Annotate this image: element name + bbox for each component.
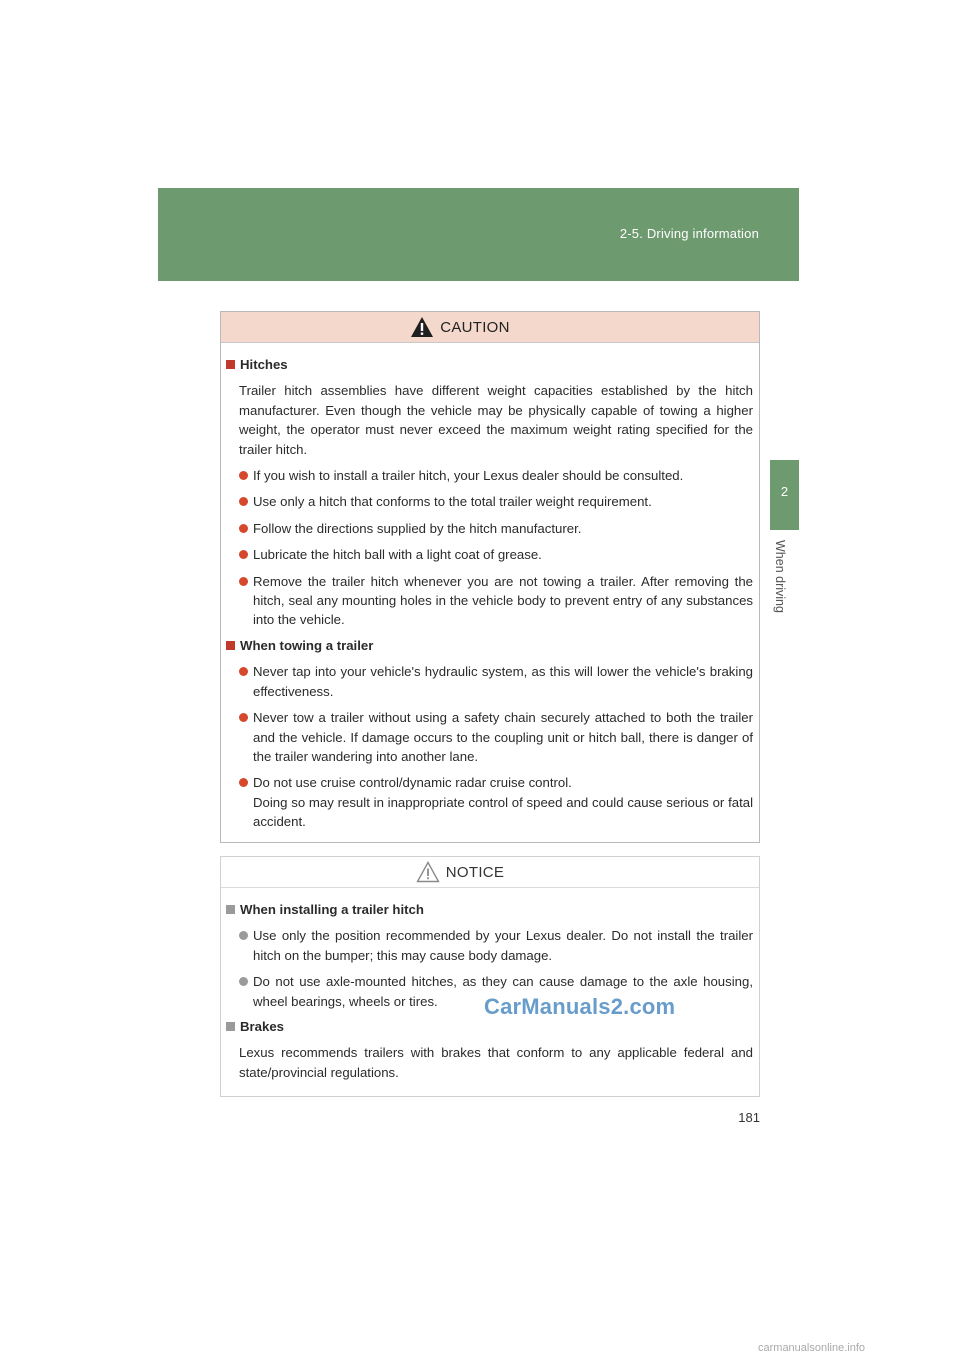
list-item (239, 572, 753, 630)
list-item-text (253, 773, 753, 831)
round-bullet-icon (239, 471, 248, 480)
chapter-tab (770, 460, 799, 530)
heading-text: Hitches (240, 357, 288, 372)
list-item-text: Never tow a trailer without using a safety chain securely attached to both the trailer and the vehicle. If damage occurs to the coupling unit or hitch ball, there is danger of the trailer wandering into another lane. (253, 710, 753, 764)
list-item (239, 545, 753, 564)
round-bullet-icon (239, 524, 248, 533)
chapter-label-text: When driving (773, 540, 787, 613)
list-item (239, 519, 753, 538)
round-bullet-icon (239, 977, 248, 986)
caution-title: CAUTION (440, 318, 510, 336)
page-number: 181 (738, 1110, 760, 1125)
caution-box (220, 311, 760, 843)
square-bullet-icon (226, 641, 235, 650)
list-item (239, 492, 753, 511)
square-bullet-icon (226, 905, 235, 914)
notice-title: NOTICE (445, 863, 505, 881)
chapter-label (773, 540, 795, 660)
notice-body (221, 888, 759, 1082)
round-bullet-icon (239, 497, 248, 506)
round-bullet-icon (239, 931, 248, 940)
paragraph: Trailer hitch assemblies have different weight capacities established by the hitch manufacturer. Even though the vehicle may be physically capable of towing a higher weight, the operator must never exceed the maximum weight rating specified for the trailer hitch. (239, 383, 753, 457)
watermark: CarManuals2.com (484, 994, 676, 1019)
list-item-text: Remove the trailer hitch whenever you are not towing a trailer. After removing the hitch, seal any mounting holes in the vehicle body to prevent entry of any substances into the vehicle. (253, 573, 753, 628)
round-bullet-icon (239, 550, 248, 559)
section-title: 2-5. Driving information (619, 226, 759, 241)
section-heading (226, 636, 753, 655)
notice-header (221, 857, 759, 888)
list-item-text: Do not use axle-mounted hitches, as they can cause damage to the axle housing, wheel bearings, wheels or tires. (253, 974, 753, 1009)
heading-text: Brakes (240, 1019, 284, 1035)
list-item (239, 708, 753, 766)
round-bullet-icon (239, 713, 248, 722)
section-heading (226, 355, 753, 374)
list-item-line: Doing so may result in inappropriate control of speed and could cause serious or fatal accident. (253, 794, 753, 830)
heading-text: When towing a trailer (240, 637, 374, 653)
round-bullet-icon (239, 778, 248, 787)
caution-body (221, 343, 759, 832)
list-item-text: Never tap into your vehicle's hydraulic system, as this will lower the vehicle's braking effectiveness. (253, 664, 753, 699)
list-item-line: Do not use cruise control/dynamic radar cruise control. (253, 775, 572, 791)
list-item-text: Follow the directions supplied by the hitch manufacturer. (253, 520, 582, 536)
square-bullet-icon (226, 360, 235, 369)
round-bullet-icon (239, 577, 248, 586)
notice-box (220, 856, 760, 1097)
list-item-text: Use only the position recommended by your Lexus dealer. Do not install the trailer hitch on the bumper; this may cause body damage. (253, 928, 753, 963)
list-item (239, 773, 753, 831)
warning-triangle-icon (410, 316, 434, 338)
heading-text: When installing a trailer hitch (240, 902, 424, 917)
list-item-text: Lubricate the hitch ball with a light coat of grease. (253, 547, 542, 563)
list-item (239, 926, 753, 965)
square-bullet-icon (226, 1022, 235, 1031)
footer-watermark: carmanualsonline.info (758, 1342, 866, 1354)
warning-triangle-outline-icon (416, 861, 440, 883)
list-item-text: If you wish to install a trailer hitch, your Lexus dealer should be consulted. (253, 468, 684, 484)
round-bullet-icon (239, 667, 248, 676)
header-band (158, 188, 799, 281)
list-item-text: Use only a hitch that conforms to the total trailer weight requirement. (253, 494, 652, 510)
list-item (239, 662, 753, 701)
section-heading (226, 900, 753, 919)
caution-header (221, 312, 759, 343)
paragraph: Lexus recommends trailers with brakes that conform to any applicable federal and state/provincial regulations. (239, 1045, 753, 1080)
list-item (239, 466, 753, 485)
chapter-number: 2 (780, 484, 789, 499)
